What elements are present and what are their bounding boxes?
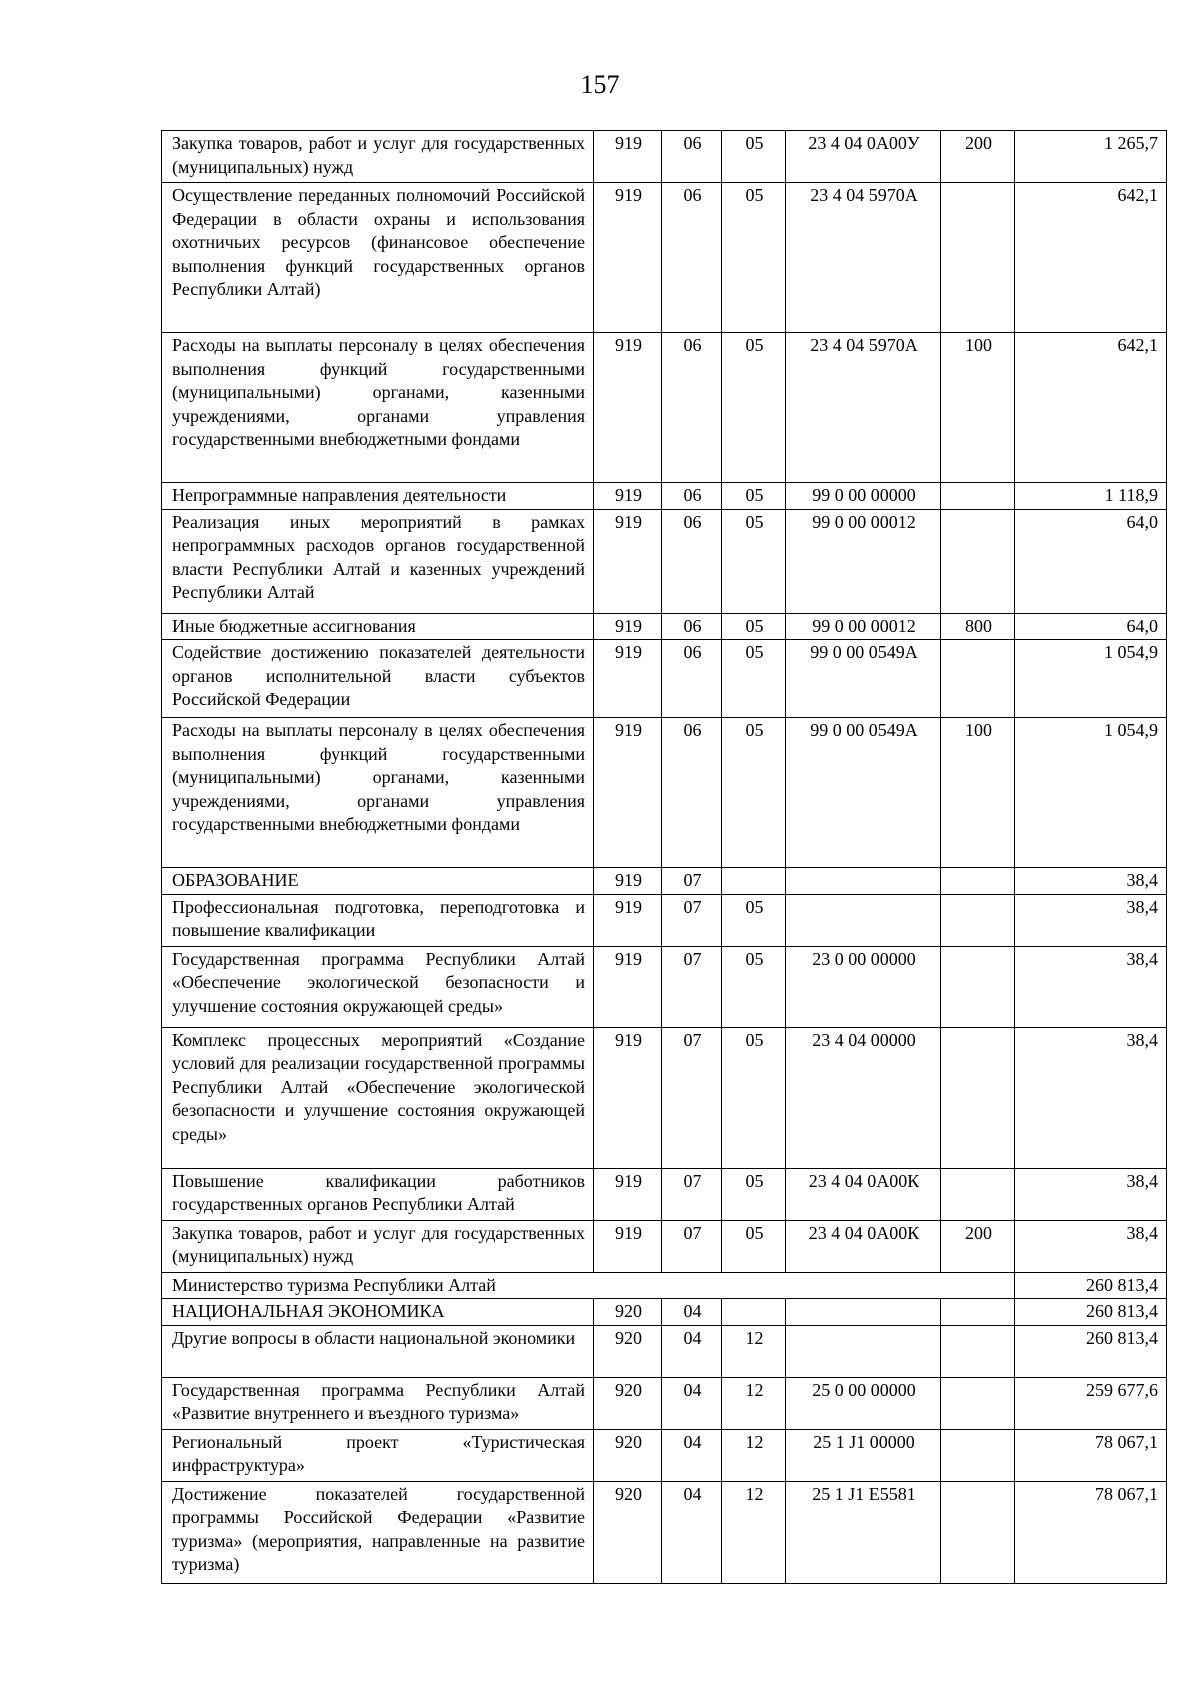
table-row (162, 1220, 1167, 1272)
row-section: 07 (662, 1027, 722, 1168)
row-admin-code: 919 (594, 894, 662, 946)
row-admin-code: 919 (594, 131, 662, 183)
row-amount: 1 265,7 (1015, 131, 1167, 183)
table-row (162, 1481, 1167, 1583)
row-expense-type (941, 1299, 1015, 1326)
row-admin-code: 919 (594, 1220, 662, 1272)
row-expense-type (941, 509, 1015, 613)
row-subsection: 05 (722, 1220, 786, 1272)
row-admin-code: 919 (594, 946, 662, 1027)
row-expense-type (941, 894, 1015, 946)
row-name: Государственная программа Республики Алтай «Обеспечение экологической безопасности и улучшение состояния окружающей среды» (162, 946, 594, 1027)
row-admin-code: 920 (594, 1325, 662, 1377)
table-row (162, 1168, 1167, 1220)
row-amount: 1 118,9 (1015, 483, 1167, 510)
table-row (162, 509, 1167, 613)
row-admin-code: 919 (594, 1168, 662, 1220)
row-admin-code: 919 (594, 868, 662, 895)
row-subsection (722, 868, 786, 895)
row-section: 06 (662, 718, 722, 868)
row-section: 06 (662, 640, 722, 718)
table-row (162, 483, 1167, 510)
row-section: 06 (662, 131, 722, 183)
row-amount: 38,4 (1015, 894, 1167, 946)
table-row (162, 1429, 1167, 1481)
row-section: 04 (662, 1325, 722, 1377)
row-section: 07 (662, 1220, 722, 1272)
row-section: 07 (662, 894, 722, 946)
row-subsection: 05 (722, 613, 786, 640)
row-admin-code: 919 (594, 509, 662, 613)
row-expense-type (941, 1481, 1015, 1583)
row-amount: 1 054,9 (1015, 640, 1167, 718)
row-admin-code: 919 (594, 183, 662, 333)
row-section: 07 (662, 1168, 722, 1220)
row-target-article: 23 4 04 5970А (786, 183, 941, 333)
row-target-article: 23 4 04 00000 (786, 1027, 941, 1168)
row-target-article: 99 0 00 00012 (786, 509, 941, 613)
row-target-article (786, 894, 941, 946)
row-target-article: 23 4 04 5970А (786, 333, 941, 483)
row-subsection: 12 (722, 1377, 786, 1429)
row-expense-type (941, 1377, 1015, 1429)
row-name: Региональный проект «Туристическая инфраструктура» (162, 1429, 594, 1481)
row-target-article: 99 0 00 00012 (786, 613, 941, 640)
row-subsection: 05 (722, 509, 786, 613)
row-expense-type (941, 1027, 1015, 1168)
row-amount: 38,4 (1015, 946, 1167, 1027)
table-row (162, 868, 1167, 895)
row-section: 06 (662, 183, 722, 333)
table-row (162, 946, 1167, 1027)
row-amount: 642,1 (1015, 183, 1167, 333)
table-row (162, 183, 1167, 333)
row-target-article: 23 4 04 0А00К (786, 1220, 941, 1272)
row-name: Достижение показателей государственной программы Российской Федерации «Развитие туризма» (мероприятия, направленные на развитие туризма) (162, 1481, 594, 1583)
row-subsection: 05 (722, 333, 786, 483)
row-subsection: 05 (722, 1027, 786, 1168)
row-amount: 38,4 (1015, 868, 1167, 895)
row-amount: 642,1 (1015, 333, 1167, 483)
row-expense-type: 800 (941, 613, 1015, 640)
row-name: Расходы на выплаты персоналу в целях обеспечения выполнения функций государственными (муниципальными) органами, казенными учреждениями, органами управления государственными внебюджетными фондами (162, 718, 594, 868)
row-amount: 38,4 (1015, 1220, 1167, 1272)
row-expense-type: 100 (941, 718, 1015, 868)
row-expense-type (941, 183, 1015, 333)
row-admin-code: 920 (594, 1429, 662, 1481)
row-expense-type: 200 (941, 1220, 1015, 1272)
row-amount: 260 813,4 (1015, 1272, 1167, 1299)
row-amount: 78 067,1 (1015, 1481, 1167, 1583)
row-expense-type (941, 946, 1015, 1027)
table-row (162, 718, 1167, 868)
row-subsection: 12 (722, 1325, 786, 1377)
row-target-article: 23 0 00 00000 (786, 946, 941, 1027)
row-admin-code: 919 (594, 1027, 662, 1168)
row-admin-code: 919 (594, 613, 662, 640)
row-name: Содействие достижению показателей деятельности органов исполнительной власти субъектов Российской Федерации (162, 640, 594, 718)
row-subsection: 05 (722, 718, 786, 868)
row-target-article: 25 1 J1 00000 (786, 1429, 941, 1481)
row-target-article: 25 1 J1 E5581 (786, 1481, 941, 1583)
row-target-article: 99 0 00 0549А (786, 718, 941, 868)
row-name: Профессиональная подготовка, переподготовка и повышение квалификации (162, 894, 594, 946)
table-row (162, 640, 1167, 718)
row-expense-type (941, 1429, 1015, 1481)
row-target-article: 25 0 00 00000 (786, 1377, 941, 1429)
row-name: Осуществление переданных полномочий Российской Федерации в области охраны и использования охотничьих ресурсов (финансовое обеспечение выполнения функций государственных органов Республики Алтай) (162, 183, 594, 333)
row-section: 06 (662, 509, 722, 613)
row-name: Реализация иных мероприятий в рамках непрограммных расходов органов государственной власти Республики Алтай и казенных учреждений Республики Алтай (162, 509, 594, 613)
table-row (162, 1325, 1167, 1377)
row-name: Другие вопросы в области национальной экономики (162, 1325, 594, 1377)
table-row (162, 333, 1167, 483)
row-name: ОБРАЗОВАНИЕ (162, 868, 594, 895)
table-row (162, 131, 1167, 183)
row-amount: 64,0 (1015, 509, 1167, 613)
row-target-article (786, 1299, 941, 1326)
row-target-article: 23 4 04 0А00У (786, 131, 941, 183)
row-subsection: 05 (722, 131, 786, 183)
row-section: 07 (662, 946, 722, 1027)
budget-table (161, 130, 1167, 1584)
row-name: Комплекс процессных мероприятий «Создание условий для реализации государственной программы Республики Алтай «Обеспечение экологической безопасности и улучшение состояния окружающей среды» (162, 1027, 594, 1168)
row-name: Закупка товаров, работ и услуг для государственных (муниципальных) нужд (162, 131, 594, 183)
row-subsection: 05 (722, 894, 786, 946)
row-subsection: 12 (722, 1429, 786, 1481)
row-target-article: 99 0 00 00000 (786, 483, 941, 510)
row-section: 04 (662, 1429, 722, 1481)
table-row (162, 894, 1167, 946)
row-admin-code: 920 (594, 1299, 662, 1326)
row-amount: 38,4 (1015, 1027, 1167, 1168)
row-expense-type (941, 1168, 1015, 1220)
row-target-article (786, 868, 941, 895)
row-subsection: 05 (722, 483, 786, 510)
row-name: Иные бюджетные ассигнования (162, 613, 594, 640)
row-admin-code: 919 (594, 333, 662, 483)
row-target-article (786, 1325, 941, 1377)
table-row (162, 1299, 1167, 1326)
table-row (162, 1272, 1167, 1299)
row-subsection: 05 (722, 640, 786, 718)
row-admin-code: 920 (594, 1481, 662, 1583)
row-target-article: 23 4 04 0А00К (786, 1168, 941, 1220)
row-name: Государственная программа Республики Алтай «Развитие внутреннего и въездного туризма» (162, 1377, 594, 1429)
row-name: НАЦИОНАЛЬНАЯ ЭКОНОМИКА (162, 1299, 594, 1326)
row-admin-code: 919 (594, 718, 662, 868)
row-admin-code: 920 (594, 1377, 662, 1429)
row-expense-type (941, 483, 1015, 510)
row-section: 07 (662, 868, 722, 895)
row-amount: 64,0 (1015, 613, 1167, 640)
row-section: 06 (662, 333, 722, 483)
row-amount: 260 813,4 (1015, 1325, 1167, 1377)
row-name: Закупка товаров, работ и услуг для государственных (муниципальных) нужд (162, 1220, 594, 1272)
row-subsection: 05 (722, 1168, 786, 1220)
row-section: 04 (662, 1481, 722, 1583)
row-expense-type: 200 (941, 131, 1015, 183)
table-row (162, 613, 1167, 640)
row-expense-type (941, 1325, 1015, 1377)
table-row (162, 1027, 1167, 1168)
row-amount: 260 813,4 (1015, 1299, 1167, 1326)
row-name: Непрограммные направления деятельности (162, 483, 594, 510)
row-expense-type: 100 (941, 333, 1015, 483)
row-name: Расходы на выплаты персоналу в целях обеспечения выполнения функций государственными (муниципальными) органами, казенными учреждениями, органами управления государственными внебюджетными фондами (162, 333, 594, 483)
row-section: 04 (662, 1377, 722, 1429)
row-name: Министерство туризма Республики Алтай (162, 1272, 1015, 1299)
row-amount: 259 677,6 (1015, 1377, 1167, 1429)
row-amount: 1 054,9 (1015, 718, 1167, 868)
row-section: 06 (662, 613, 722, 640)
row-amount: 38,4 (1015, 1168, 1167, 1220)
row-subsection: 12 (722, 1481, 786, 1583)
row-name: Повышение квалификации работников государственных органов Республики Алтай (162, 1168, 594, 1220)
row-admin-code: 919 (594, 640, 662, 718)
table-row (162, 1377, 1167, 1429)
row-section: 06 (662, 483, 722, 510)
page-number: 157 (580, 70, 620, 99)
row-subsection: 05 (722, 946, 786, 1027)
row-amount: 78 067,1 (1015, 1429, 1167, 1481)
row-expense-type (941, 868, 1015, 895)
row-admin-code: 919 (594, 483, 662, 510)
row-target-article: 99 0 00 0549А (786, 640, 941, 718)
row-subsection (722, 1299, 786, 1326)
row-subsection: 05 (722, 183, 786, 333)
row-section: 04 (662, 1299, 722, 1326)
row-expense-type (941, 640, 1015, 718)
table-body (162, 131, 1167, 1584)
